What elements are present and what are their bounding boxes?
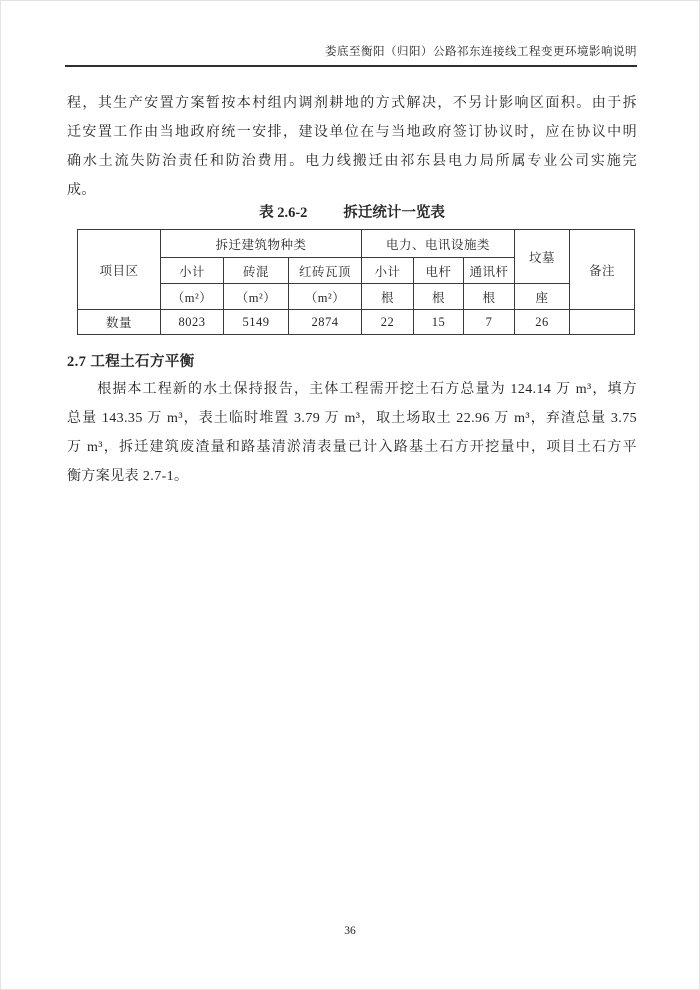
- row-label-quantity: 数量: [78, 310, 161, 335]
- header-cell-power-pole: 电杆: [414, 258, 464, 284]
- table-row: [78, 310, 635, 335]
- unit-cell: 座: [515, 284, 570, 310]
- header-cell-brick-tile: 红砖瓦顶: [289, 258, 362, 284]
- value-cell: 8023: [161, 310, 224, 335]
- table-row: [78, 284, 635, 310]
- text-line: 总量 143.35 万 m³，表土临时堆置 3.79 万 m³，取土场取土 22.96 万 m³，弃渣总量 3.75: [67, 411, 637, 426]
- paragraph-earthwork: [67, 375, 637, 491]
- value-cell-remark: [570, 310, 635, 335]
- unit-cell: （m²）: [224, 284, 289, 310]
- table-caption-title: 拆迁统计一览表: [343, 205, 445, 221]
- text-line: 衡方案见表 2.7-1。: [67, 469, 189, 484]
- text-line: 成。: [67, 183, 96, 198]
- table-row: [78, 230, 635, 258]
- unit-cell: 根: [362, 284, 414, 310]
- value-cell: 22: [362, 310, 414, 335]
- text-line: 万 m³，拆迁建筑废渣量和路基清淤清表量已计入路基土石方开挖量中，项目土石方平: [67, 440, 637, 455]
- value-cell: 5149: [224, 310, 289, 335]
- text-line: 确水土流失防治责任和防治费用。电力线搬迁由祁东县电力局所属专业公司实施完: [67, 154, 637, 169]
- header-cell-brick-concrete: 砖混: [224, 258, 289, 284]
- unit-cell: 根: [464, 284, 515, 310]
- header-cell-project-area: 项目区: [78, 230, 161, 310]
- unit-cell: （m²）: [161, 284, 224, 310]
- header-cell-subtotal-power: 小计: [362, 258, 414, 284]
- running-header: [65, 43, 637, 67]
- header-cell-remark: 备注: [570, 230, 635, 310]
- value-cell: 7: [464, 310, 515, 335]
- unit-cell: 根: [414, 284, 464, 310]
- unit-cell: （m²）: [289, 284, 362, 310]
- table-caption-label: 表 2.6-2: [259, 205, 308, 221]
- header-cell-grave: 坟墓: [515, 230, 570, 284]
- value-cell: 26: [515, 310, 570, 335]
- page-number: 36: [344, 925, 356, 937]
- table-caption: [67, 201, 637, 222]
- text-line: 根据本工程新的水土保持报告，主体工程需开挖土石方总量为 124.14 万 m³，填方: [67, 382, 637, 397]
- demolition-statistics-table: [77, 229, 635, 335]
- header-cell-telecom-pole: 通讯杆: [464, 258, 515, 284]
- header-cell-demolition-group: 拆迁建筑物种类: [161, 230, 362, 258]
- header-cell-power-group: 电力、电讯设施类: [362, 230, 515, 258]
- section-heading-2-7: 2.7 工程土石方平衡: [67, 354, 195, 370]
- paragraph-resettlement: [67, 89, 637, 205]
- text-line: 迁安置工作由当地政府统一安排，建设单位在与当地政府签订协议时，应在协议中明: [67, 125, 637, 140]
- text-line: 程，其生产安置方案暂按本村组内调剂耕地的方式解决，不另计影响区面积。由于拆: [67, 96, 637, 111]
- value-cell: 15: [414, 310, 464, 335]
- value-cell: 2874: [289, 310, 362, 335]
- header-cell-subtotal-building: 小计: [161, 258, 224, 284]
- running-header-text: 娄底至衡阳（归阳）公路祁东连接线工程变更环境影响说明: [325, 46, 637, 58]
